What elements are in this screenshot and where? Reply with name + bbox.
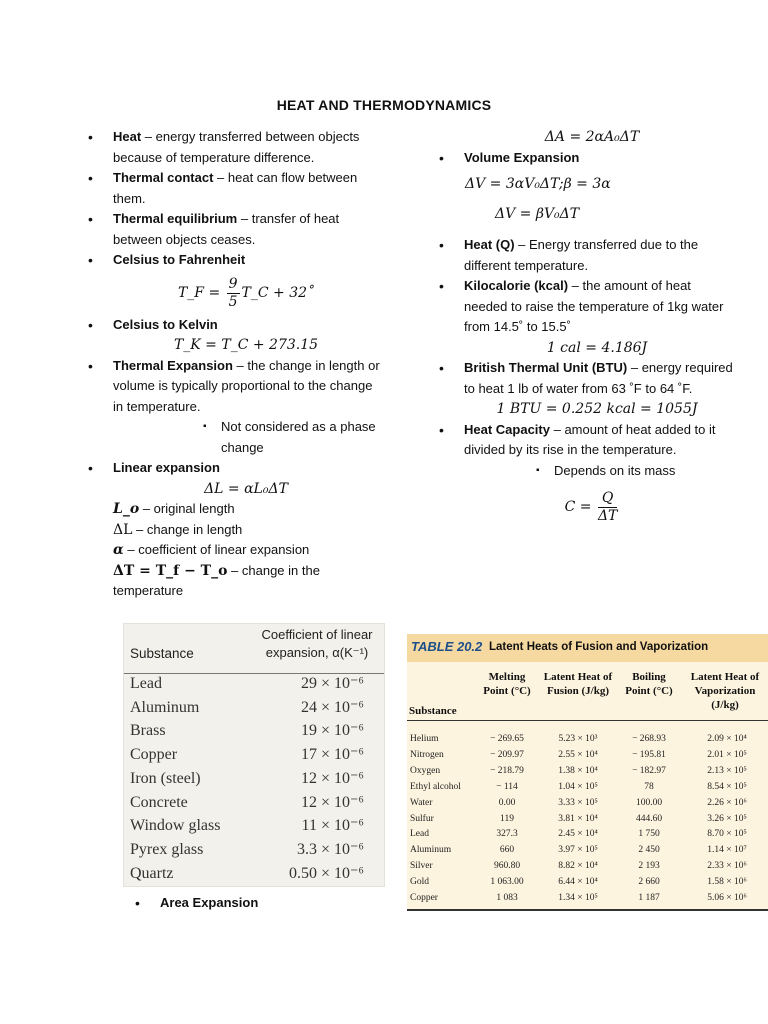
lo-definition-line (86, 499, 386, 520)
btu-term: British Thermal Unit (BTU) (464, 360, 628, 375)
latent-vaporization-value: 2.26 × 10⁶ (707, 797, 747, 808)
heat-q-item (437, 235, 737, 276)
coef-table-row (124, 769, 384, 793)
coef-table-row (124, 698, 384, 722)
latent-substance-name: Copper (410, 893, 438, 903)
calorie-formula: 1 cal = 4.186J (546, 339, 648, 356)
celsius-to-fahrenheit-item (86, 250, 386, 271)
latent-fusion-value: 6.44 × 10⁴ (558, 877, 598, 888)
latent-table-row (407, 827, 768, 841)
celsius-to-kelvin-item (86, 315, 386, 336)
latent-vaporization-value: 2.33 × 10⁶ (707, 861, 747, 872)
latent-melting-point: − 209.97 (490, 749, 524, 760)
coef-value: 11 × 10⁻⁶ (301, 817, 364, 835)
latent-header-melting: Melting Point (°C) (483, 671, 531, 697)
latent-header-vaporization: Latent Heat of Vaporization (J/kg) (690, 671, 760, 711)
calorie-equation (437, 338, 737, 359)
heat-capacity-term: Heat Capacity (464, 421, 550, 437)
dt-symbol: ΔT = T_f − T_o (113, 562, 228, 579)
kilocalorie-definition: – the amount of heat needed to raise the temperature of 1kg water from 14.5˚ to 15.5˚ (464, 278, 724, 334)
page-title: HEAT AND THERMODYNAMICS (276, 97, 492, 113)
btu-equation (437, 399, 737, 420)
dt-definition-line (86, 561, 386, 602)
dt-definition: – change in the temperature (113, 562, 320, 598)
thermal-expansion-definition: – the change in length or volume is typically proportional to the change in temperature. (113, 357, 380, 414)
latent-table-row (407, 843, 768, 857)
latent-fusion-value: 1.38 × 10⁴ (558, 765, 598, 776)
fahrenheit-fraction (227, 276, 240, 311)
latent-heat-table (407, 634, 768, 911)
fahrenheit-equation (86, 271, 386, 315)
latent-header-substance: Substance (409, 705, 457, 717)
coef-value: 12 × 10⁻⁶ (300, 793, 364, 811)
heat-term: Heat (113, 129, 142, 144)
dl-definition: – change in length (132, 521, 243, 537)
area-expansion-equation (437, 127, 737, 148)
latent-table-row (407, 812, 768, 826)
kelvin-equation (86, 335, 386, 356)
latent-vaporization-value: 1.58 × 10⁶ (707, 877, 747, 888)
coef-value: 19 × 10⁻⁶ (300, 722, 364, 740)
fraction-denominator: 5 (228, 293, 238, 310)
btu-definition: – energy required to heat 1 lb of water from 63 ˚F to 64 ˚F. (464, 360, 733, 396)
thermal-contact-definition: – heat can flow between them. (113, 170, 358, 206)
latent-boiling-point: 444.60 (635, 813, 663, 824)
celsius-to-fahrenheit-term: Celsius to Fahrenheit (113, 252, 246, 267)
latent-table-row (407, 780, 768, 794)
latent-vaporization-value: 2.09 × 10⁴ (707, 734, 747, 744)
latent-table-row (407, 764, 768, 778)
latent-table-row (407, 732, 768, 746)
heat-capacity-equation (437, 481, 737, 533)
coef-substance-name: Iron (steel) (130, 769, 201, 787)
coef-header-coefficient: Coefficient of linear expansion, α(K⁻¹) (261, 627, 373, 660)
linear-expansion-formula: ΔL = αL₀ΔT (204, 480, 288, 497)
latent-melting-point: 327.3 (496, 829, 518, 840)
latent-melting-point: 1 063.00 (490, 877, 524, 888)
volume-expansion-term: Volume Expansion (464, 149, 580, 165)
heat-q-definition: – Energy transferred due to the different temperature. (464, 237, 699, 273)
latent-table-header (407, 670, 768, 721)
coef-table-row (124, 674, 384, 698)
latent-table-number: TABLE 20.2 (411, 639, 483, 654)
alpha-symbol: α (113, 542, 124, 558)
left-column (86, 127, 386, 602)
thermal-expansion-item (86, 356, 386, 418)
btu-item (437, 358, 737, 399)
alpha-definition-line (86, 540, 386, 561)
area-expansion-block (133, 893, 373, 914)
latent-vaporization-value: 8.54 × 10⁵ (707, 781, 747, 792)
latent-substance-name: Lead (410, 829, 429, 840)
fahrenheit-lhs: T_F = (177, 284, 225, 301)
fraction-numerator: 9 (228, 275, 238, 292)
right-column (437, 127, 737, 533)
latent-substance-name: Silver (410, 861, 433, 872)
capacity-fraction (598, 490, 617, 525)
latent-fusion-value: 8.82 × 10⁴ (558, 861, 598, 872)
capacity-denominator: ΔT (597, 508, 618, 525)
area-expansion-term: Area Expansion (160, 895, 259, 910)
latent-vaporization-value: 2.01 × 10⁵ (707, 749, 747, 760)
latent-melting-point: 0.00 (498, 797, 516, 808)
mass-dependence-note: ▪ Depends on its mass (437, 461, 737, 482)
thermal-equilibrium-definition: – transfer of heat between objects ceases. (113, 211, 340, 247)
capacity-lhs: C = (564, 499, 596, 515)
latent-substance-name: Water (410, 797, 433, 808)
coef-table-row (124, 745, 384, 769)
celsius-to-kelvin-term: Celsius to Kelvin (113, 316, 218, 332)
latent-boiling-point: 1 750 (638, 829, 660, 840)
heat-definition: – energy transferred between objects because of temperature difference. (113, 129, 360, 165)
latent-fusion-value: 5.23 × 10³ (558, 734, 598, 744)
kilocalorie-term: Kilocalorie (kcal) (464, 278, 569, 293)
kelvin-formula: T_K = T_C + 273.15 (173, 337, 319, 353)
latent-vaporization-value: 2.13 × 10⁵ (707, 765, 747, 776)
capacity-numerator: Q (598, 490, 617, 508)
latent-table-title: Latent Heats of Fusion and Vaporization (489, 641, 709, 653)
coef-value: 24 × 10⁻⁶ (300, 698, 364, 716)
coef-substance-name: Aluminum (130, 698, 200, 716)
latent-boiling-point: − 195.81 (632, 749, 666, 760)
latent-substance-name: Sulfur (410, 813, 434, 824)
latent-table-row (407, 875, 768, 889)
latent-header-fusion: Latent Heat of Fusion (J/kg) (543, 671, 613, 697)
latent-substance-name: Oxygen (410, 765, 441, 776)
latent-melting-point: − 114 (496, 781, 518, 792)
latent-vaporization-value: 5.06 × 10⁶ (707, 893, 747, 903)
coef-substance-name: Pyrex glass (130, 840, 204, 858)
latent-melting-point: 960.80 (493, 861, 521, 872)
latent-header-boiling: Boiling Point (°C) (625, 671, 673, 697)
latent-fusion-value: 1.34 × 10⁵ (558, 893, 598, 903)
latent-table-row (407, 891, 768, 905)
area-expansion-item (133, 893, 373, 914)
coef-table-row (124, 793, 384, 817)
coef-substance-name: Window glass (130, 817, 221, 835)
coef-substance-name: Quartz (130, 864, 174, 882)
alpha-definition: – coefficient of linear expansion (123, 542, 310, 557)
latent-substance-name: Ethyl alcohol (410, 781, 461, 792)
coef-value: 29 × 10⁻⁶ (300, 675, 364, 692)
coef-table-row (124, 840, 384, 864)
coef-substance-name: Concrete (130, 793, 188, 811)
latent-boiling-point: 2 450 (638, 845, 660, 856)
latent-vaporization-value: 8.70 × 10⁵ (707, 829, 747, 840)
latent-substance-name: Nitrogen (410, 749, 444, 760)
linear-expansion-item (86, 458, 386, 479)
latent-melting-point: 660 (499, 845, 515, 856)
linear-expansion-coefficient-table (123, 623, 385, 887)
latent-melting-point: 119 (500, 813, 514, 824)
latent-boiling-point: 78 (644, 781, 654, 792)
coef-table-header (124, 624, 384, 674)
thermal-expansion-term: Thermal Expansion (113, 357, 233, 373)
volume-formula-1: ΔV = 3αV₀ΔT;β = 3α (465, 176, 611, 192)
coef-substance-name: Lead (130, 675, 162, 692)
linear-expansion-term: Linear expansion (113, 460, 220, 475)
latent-melting-point: 1 083 (496, 893, 518, 903)
volume-formula-2: ΔV = βV₀ΔT (495, 205, 580, 222)
lo-definition: – original length (139, 501, 235, 516)
linear-expansion-equation (86, 479, 386, 500)
latent-table-banner (407, 634, 768, 662)
dl-symbol: ΔL (113, 521, 133, 538)
latent-fusion-value: 3.97 × 10⁵ (558, 845, 598, 856)
latent-melting-point: − 218.79 (490, 765, 524, 776)
latent-fusion-value: 2.55 × 10⁴ (558, 749, 598, 760)
thermal-contact-term: Thermal contact (113, 170, 214, 185)
latent-substance-name: Helium (410, 734, 439, 744)
heat-capacity-item (437, 420, 737, 461)
fahrenheit-rhs: T_C + 32˚ (241, 284, 315, 301)
dl-definition-line (86, 520, 386, 541)
coef-substance-name: Copper (130, 746, 178, 764)
latent-table-row (407, 796, 768, 810)
latent-boiling-point: − 268.93 (632, 734, 666, 744)
thermal-equilibrium-term: Thermal equilibrium (113, 211, 238, 226)
coef-value: 17 × 10⁻⁶ (300, 746, 364, 764)
latent-fusion-value: 3.81 × 10⁴ (558, 813, 598, 824)
lo-symbol: L_o (113, 501, 140, 517)
area-expansion-formula: ΔA = 2αA₀ΔT (544, 129, 640, 145)
heat-item (86, 127, 386, 168)
heat-capacity-definition: – amount of heat added to it divided by its rise in the temperature. (464, 421, 716, 457)
latent-boiling-point: 2 193 (638, 861, 660, 872)
volume-expansion-item (437, 148, 737, 169)
latent-table-row (407, 859, 768, 873)
coef-substance-name: Brass (130, 722, 166, 740)
latent-boiling-point: 2 660 (638, 877, 660, 888)
heat-q-term: Heat (Q) (464, 237, 515, 252)
latent-table-row (407, 748, 768, 762)
latent-vaporization-value: 1.14 × 10⁷ (707, 845, 747, 856)
thermal-equilibrium-item (86, 209, 386, 250)
btu-formula: 1 BTU = 0.252 kcal = 1055J (496, 401, 698, 417)
coef-value: 3.3 × 10⁻⁶ (296, 840, 364, 858)
latent-fusion-value: 3.33 × 10⁵ (558, 797, 598, 808)
volume-equation-2 (437, 204, 737, 225)
latent-vaporization-value: 3.26 × 10⁵ (707, 813, 747, 824)
volume-equation-1 (437, 174, 737, 195)
coef-table-row (124, 864, 384, 888)
kilocalorie-item (437, 276, 737, 338)
latent-boiling-point: 100.00 (635, 797, 663, 808)
latent-fusion-value: 2.45 × 10⁴ (558, 829, 598, 840)
coef-table-row (124, 816, 384, 840)
latent-substance-name: Gold (410, 877, 429, 888)
coef-header-substance: Substance (130, 646, 194, 661)
latent-boiling-point: 1 187 (638, 893, 660, 903)
latent-substance-name: Aluminum (410, 845, 452, 856)
latent-boiling-point: − 182.97 (632, 765, 666, 776)
coef-table-row (124, 721, 384, 745)
thermal-contact-item (86, 168, 386, 209)
latent-fusion-value: 1.04 × 10⁵ (558, 781, 598, 792)
latent-melting-point: − 269.65 (490, 734, 524, 744)
coef-value: 12 × 10⁻⁶ (300, 769, 364, 787)
coef-value: 0.50 × 10⁻⁶ (288, 864, 364, 882)
phase-change-note: ▪ Not considered as a phase change (86, 417, 386, 458)
